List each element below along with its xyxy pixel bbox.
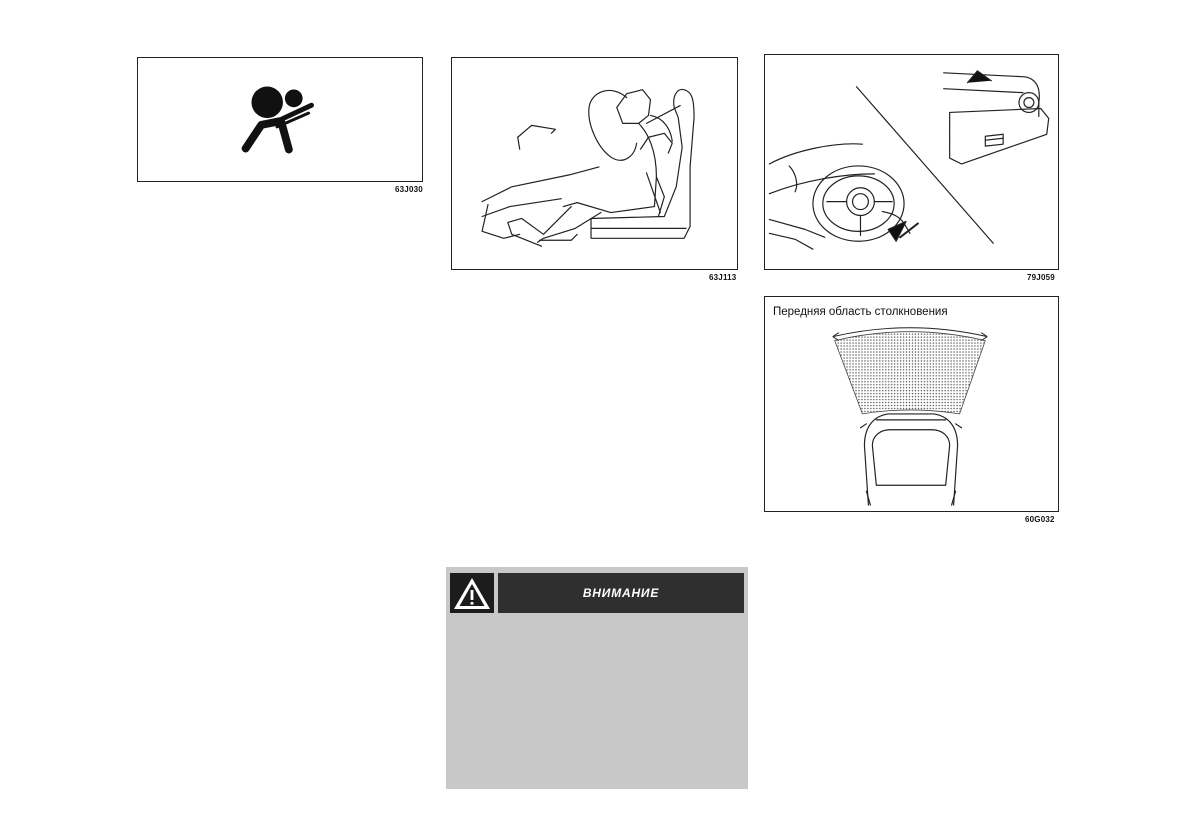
figure-code: 63J030 <box>395 185 423 194</box>
figure-title: Передняя область столкновения <box>773 306 948 318</box>
figure-code: 79J059 <box>1027 273 1055 282</box>
occupant-illustration <box>452 58 737 269</box>
figure-airbag-icon <box>137 57 423 182</box>
warning-title: ВНИМАНИЕ <box>498 573 744 613</box>
warning-icon-box <box>450 573 494 613</box>
warning-box <box>446 567 748 789</box>
warning-triangle-icon <box>450 573 494 613</box>
figure-code: 63J113 <box>709 273 737 282</box>
figure-code: 60G032 <box>1025 515 1055 524</box>
airbag-symbol-icon <box>138 58 422 181</box>
figure-airbag-locations <box>764 54 1059 270</box>
figure-collision-area <box>764 296 1059 512</box>
figure-occupant-airbag <box>451 57 738 270</box>
collision-zone-illustration <box>765 297 1058 511</box>
dashboard-illustration <box>765 55 1058 269</box>
